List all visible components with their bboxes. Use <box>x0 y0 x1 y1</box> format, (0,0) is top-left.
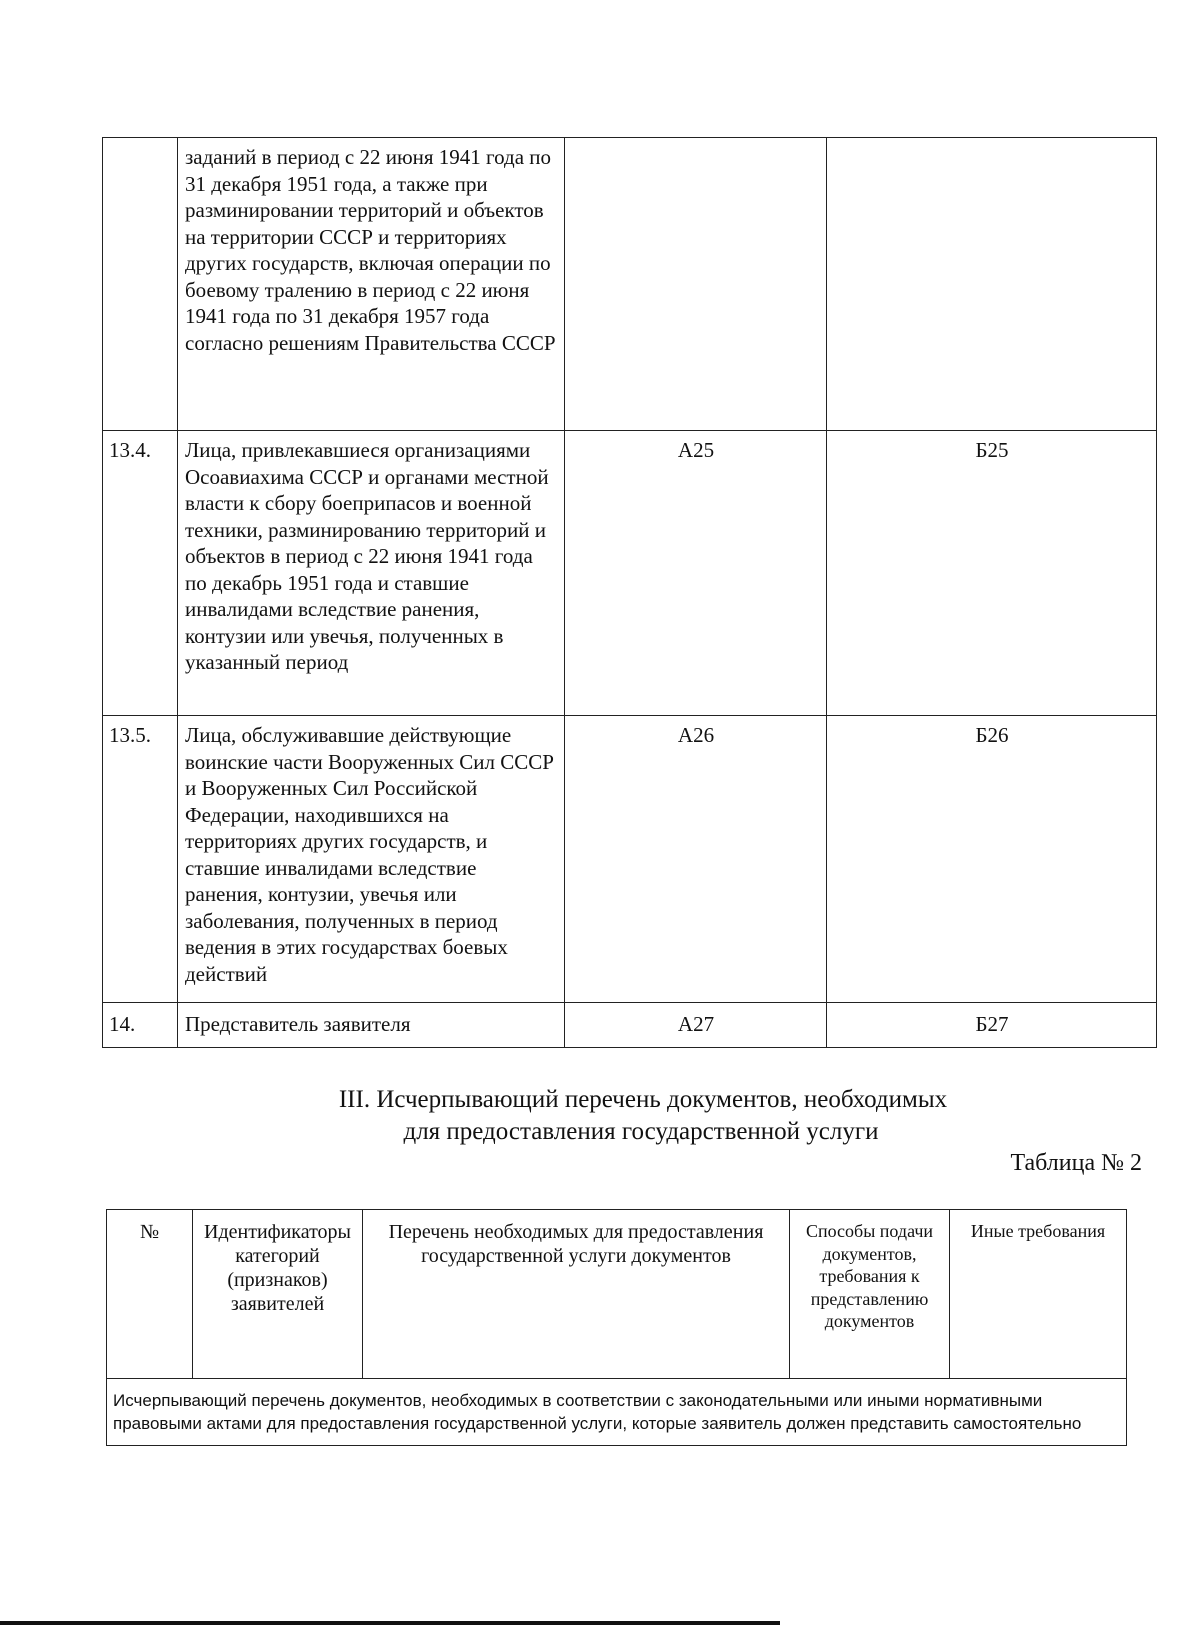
identifier-b: Б27 <box>827 1003 1157 1048</box>
header-documents-list: Перечень необходимых для предоставления государственной услуги документов <box>363 1210 790 1379</box>
identifier-b: Б25 <box>827 431 1157 716</box>
table-row <box>103 716 1157 1003</box>
identifier-b: Б26 <box>827 716 1157 1003</box>
identifier-a: А27 <box>565 1003 827 1048</box>
scan-edge-line <box>0 1621 780 1625</box>
header-number: № <box>107 1210 193 1379</box>
header-identifiers: Идентификаторы категорий (признаков) заявителей <box>193 1210 363 1379</box>
category-description: Лица, обслуживавшие действующие воинские части Вооруженных Сил СССР и Вооруженных Сил Российской Федерации, находившихся на территориях других государств, и ставшие инвалидами вследствие ранения, контузии, увечья или заболевания, полученных в период ведения в этих государствах боевых действий <box>178 716 565 1003</box>
identifier-a: А26 <box>565 716 827 1003</box>
category-description: заданий в период с 22 июня 1941 года по 31 декабря 1951 года, а также при разминировании территорий и объектов на территории СССР и территориях других государств, включая операции по боевому тралению в период с 22 июня 1941 года по 31 декабря 1957 года согласно решениям Правительства СССР <box>178 138 565 431</box>
section-span-row: Исчерпывающий перечень документов, необходимых в соответствии с законодательными или иными нормативными правовыми актами для предоставления государственной услуги, которые заявитель должен представить самостоятельно <box>107 1379 1127 1446</box>
row-number: 13.4. <box>103 431 178 716</box>
categories-table-continuation <box>102 137 1157 1048</box>
table-row <box>103 1003 1157 1048</box>
section-title-line-2: для предоставления государственной услуги <box>403 1118 879 1145</box>
table-label: Таблица № 2 <box>1010 1150 1142 1176</box>
identifier-a: А25 <box>565 431 827 716</box>
section-title-line-1: III. Исчерпывающий перечень документов, необходимых <box>338 1086 948 1113</box>
row-number: 13.5. <box>103 716 178 1003</box>
identifier-b <box>827 138 1157 431</box>
identifier-a <box>565 138 827 431</box>
category-description: Представитель заявителя <box>178 1003 565 1048</box>
header-other-requirements: Иные требования <box>950 1210 1127 1379</box>
category-description: Лица, привлекавшиеся организациями Осоавиахима СССР и органами местной власти к сбору боеприпасов и военной техники, разминированию территорий и объектов в период с 22 июня 1941 года по декабрь 1951 года и ставшие инвалидами вследствие ранения, контузии или увечья, полученных в указанный период <box>178 431 565 716</box>
row-number: 14. <box>103 1003 178 1048</box>
table-row <box>103 431 1157 716</box>
table-header-row <box>107 1210 1127 1379</box>
row-number <box>103 138 178 431</box>
documents-table <box>106 1209 1127 1446</box>
table-row <box>103 138 1157 431</box>
section-title <box>0 1084 1200 1148</box>
header-submission-methods: Способы подачи документов, требования к представлению документов <box>790 1210 950 1379</box>
table-row <box>107 1379 1127 1446</box>
